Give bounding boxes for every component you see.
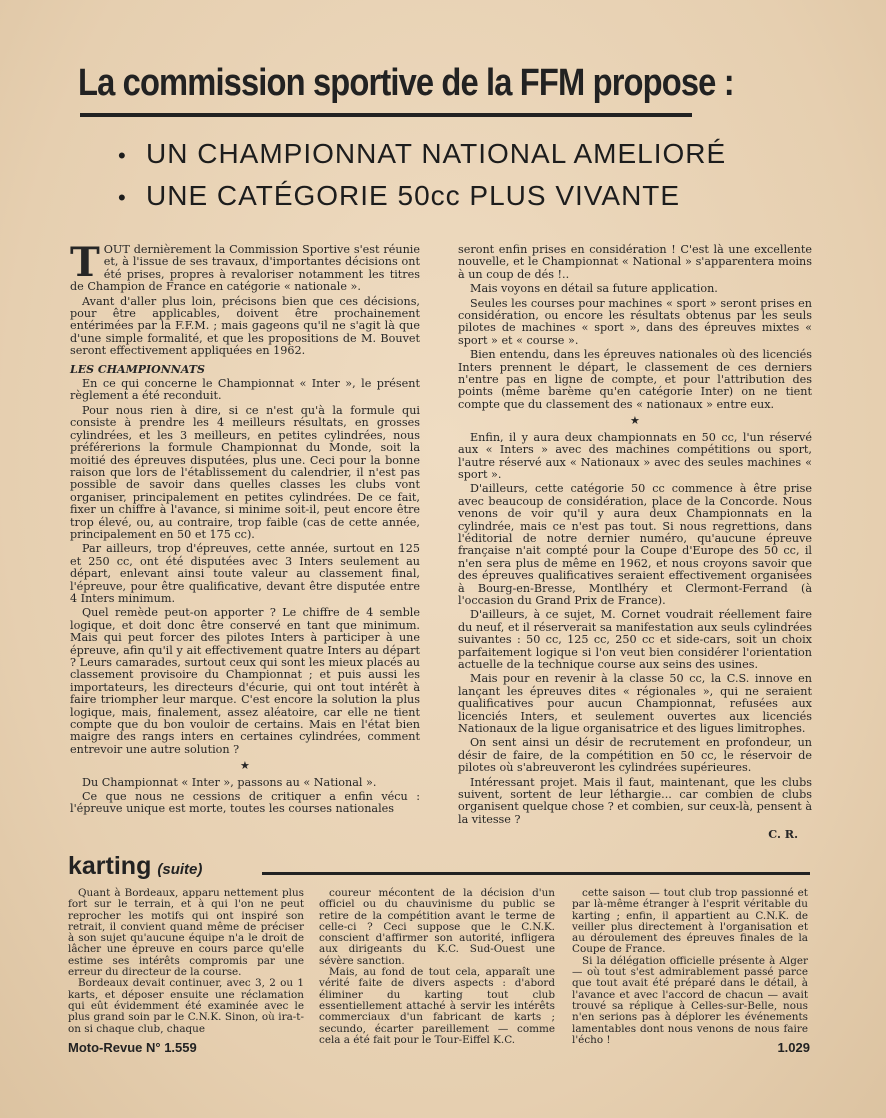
article-paragraph: Seules les courses pour machines « sport » seront prises en considération, ou encore les résultats obtenus par les seuls pilotes de machines « sport », dans des épreuves mixtes « sport » et « course ». [458,296,812,347]
karting-suite-label: (suite) [157,861,203,878]
article-paragraph: Par ailleurs, trop d'épreuves, cette année, surtout en 125 et 250 cc, ont été disputées avec 3 Inters seulement au départ, enlevant ainsi toute valeur au classement final, l'épreuve, pour être qualificative, devant être disputée entre 4 Inters minimum. [70,542,420,605]
bullet-icon: • [118,185,127,210]
page-headline: La commission sportive de la FFM propose : [78,62,734,104]
article-paragraph: Bien entendu, dans les épreuves nationales où des licenciés Inters prennent le départ, le classement de ces derniers n'entre pas en ligne de compte, et pour l'attribution des points (même barème qu'en catégorie Inter) on ne tient compte que du classement des « nationaux » entre eux. [458,348,812,411]
article-paragraph: Mais voyons en détail sa future application. [470,282,718,296]
karting-paragraph: Mais, au fond de tout cela, apparaît une vérité faite de divers aspects : d'abord éliminer du karting tout club essentiellement attaché à servir les intérêts commerciaux d'un fabricant de karts ; secundo, écarter pareillement — comme cela a été fait pour le Tour-Eiffel K.C. [319,966,555,1046]
article-paragraph: Enfin, il y aura deux championnats en 50 cc, l'un réservé aux « Inters » avec des machines compétitions ou sport, l'autre réservé aux « Nationaux » avec des seules machines « sport ». [458,430,812,481]
star-separator-icon: ★ [239,759,251,773]
article-paragraph: En ce qui concerne le Championnat « Inter », le présent règlement a été reconduit. [70,377,420,403]
karting-column-3 [572,888,808,1046]
karting-paragraph: Si la délégation officielle présente à Alger — où tout s'est admirablement passé parce que tout avait été préparé dans le détail, à l'avance et avec l'accord de chacun — avait trouvé sa réplique à Celles-sur-Belle, nous n'en serions pas à déplorer les événements lamentables dont nous venons de nous faire l'écho ! [572,954,808,1046]
subheading-text: UN CHAMPIONNAT NATIONAL AMELIORÉ [146,138,727,169]
article-paragraph: seront enfin prises en considération ! C'est là une excellente nouvelle, et le Championnat « National » s'apparentera moins à un coup de dés !.. [458,243,812,281]
article-paragraph: Intéressant projet. Mais il faut, maintenant, que les clubs suivent, sortent de leur léthargie... car combien de clubs organisent quelque chose ? et combien, sur ceux-là, pensent à la vitesse ? [458,775,812,826]
article-paragraph: Du Championnat « Inter », passons au « National ». [82,775,377,789]
subheading-1 [118,138,726,170]
footer-magazine-issue: Moto-Revue N° 1.559 [68,1040,197,1055]
footer-page-number: 1.029 [777,1040,810,1055]
karting-paragraph: cette saison — tout club trop passionné et par là-même étranger à l'esprit véritable du karting ; enfin, il appartient au C.N.K. de veiller plus directement à l'organisation et au déroulement des épreuves finales de la Coupe de France. [572,887,808,956]
headline-underline [80,113,692,117]
article-column-right [458,244,812,841]
karting-column-2 [319,888,555,1046]
section-heading: LES CHAMPIONNATS [70,362,205,376]
article-paragraph: Ce que nous ne cessions de critiquer a enfin vécu : l'épreuve unique est morte, toutes les courses nationales [70,790,420,816]
karting-paragraph: Bordeaux devait continuer, avec 3, 2 ou 1 karts, et déposer ensuite une réclamation qui eût évidemment été examinée avec le plus grand soin par le C.N.K. Sinon, où ira-t-on si chaque club, chaque [68,977,304,1035]
article-paragraph: Quel remède peut-on apporter ? Le chiffre de 4 semble logique, et doit donc être conservé en tant que minimum. Mais qui peut forcer des pilotes Inters à participer à une épreuve, afin qu'il y ait effectivement quatre Inters au départ ? Leurs camarades, surtout ceux qui sont les mieux placés au classement provisoire du Championnat ; et puis aussi les importateurs, les directeurs d'écurie, qui ont tout intérêt à faire triompher leur marque. C'est encore la solution la plus logique, mais, finalement, assez aléatoire, car elle ne tient compte que du bon vouloir de certains. Mais en l'état bien maigre des rangs inters en certaines cylindrées, comment entrevoir une autre solution ? [70,606,420,756]
star-separator-icon: ★ [629,414,641,428]
article-paragraph: Avant d'aller plus loin, précisons bien que ces décisions, pour être applicables, doivent être prochainement entérimées par la F.F.M. ; mais gageons qu'il ne s'agit là que d'une simple formalité, et que les propositions de M. Bouvet seront effectivement appliquées en 1962. [70,294,420,358]
article-paragraph: Mais pour en revenir à la classe 50 cc, la C.S. innove en lançant les épreuves dites « régionales », qui ne seraient qualificatives pour aucun Championnat, refusées aux licenciés Inters, et seulement ouvertes aux licenciés Nationaux de la ligue organisatrice et des ligues limitrophes. [458,672,812,736]
karting-rule [262,872,810,875]
article-column-left [70,239,420,818]
drop-cap: T [70,239,100,286]
karting-title: karting [68,852,152,880]
subheading-text: UNE CATÉGORIE 50cc PLUS VIVANTE [146,180,681,211]
subheading-2 [118,180,680,212]
article-paragraph: D'ailleurs, cette catégorie 50 cc commence à être prise avec beaucoup de considération, place de la Concorde. Nous venons de voir qu'il y aura deux Championnats en la cylindrée, mais ce n'est pas tout. Si nous regrettions, dans l'éditorial de notre dernier numéro, qu'aucune épreuve française n'ait compté pour la Coupe d'Europe des 50 cc, il n'en sera plus de même en 1962, et nous croyons savoir que des épreuves qualificatives seraient effectivement organisées à Bourg-en-Bresse, Montlhéry et Clermont-Ferrand (à l'occasion du Grand Prix de France). [458,482,812,607]
karting-paragraph: Quant à Bordeaux, apparu nettement plus fort sur le terrain, et à qui l'on ne peut reprocher les motifs qui ont inspiré son retrait, il convient quand même de préciser à son sujet qu'aucune équipe n'a le droit de lâcher une épreuve en cours parce qu'elle estime ses intérêts compromis par une erreur du directeur de la course. [68,887,304,979]
karting-column-1 [68,888,304,1035]
article-paragraph: On sent ainsi un désir de recrutement en profondeur, un désir de faire, de la compétition en 50 cc, le réservoir de pilotes où s'abreuveront les cylindrées supérieures. [458,736,812,775]
article-signature: C. R. [768,827,798,842]
article-paragraph: Pour nous rien à dire, si ce n'est qu'à la formule qui consiste à prendre les 4 meilleurs résultats, en grosses cylindrées, et les 3 meilleurs, en petites cylindrées, nous préférerions la formule Championnat du Monde, soit la moitié des épreuves disputées, plus une. Ceci pour la bonne raison que lors de l'établissement du calendrier, il n'est pas possible de savoir dans quelles classes les clubs vont organiser, principalement en petites cylindrées. De ce fait, fixer un chiffre à l'avance, si minime soit-il, peut encore être trop élevé, ou, au contraire, trop faible (cas de cette année, principalement en 50 et 175 cc). [70,403,420,541]
bullet-icon: • [118,143,127,168]
article-paragraph: D'ailleurs, à ce sujet, M. Cornet voudrait réellement faire du neuf, et il réserverait sa manifestation aux seuls cylindrées suivantes : 50 cc, 125 cc, 250 cc et side-cars, soit un choix parfaitement logique si l'on veut bien considérer l'orientation actuelle de la technique course aux seins des usines. [458,608,812,671]
karting-heading [68,852,202,881]
article-intro: TOUT dernièrement la Commission Sportive s'est réunie et, à l'issue de ses travaux, d'importantes décisions ont été prises, propres à revaloriser notamment les titres de Champion de France en catégorie « nationale ». [70,239,420,294]
karting-paragraph: coureur mécontent de la décision d'un officiel ou du chauvinisme du public se retire de la compétition avant le terme de celle-ci ? Ceci suppose que le C.N.K. conscient d'affirmer son autorité, infligera aux dirigeants du K.C. Sud-Ouest une sévère sanction. [319,887,555,967]
